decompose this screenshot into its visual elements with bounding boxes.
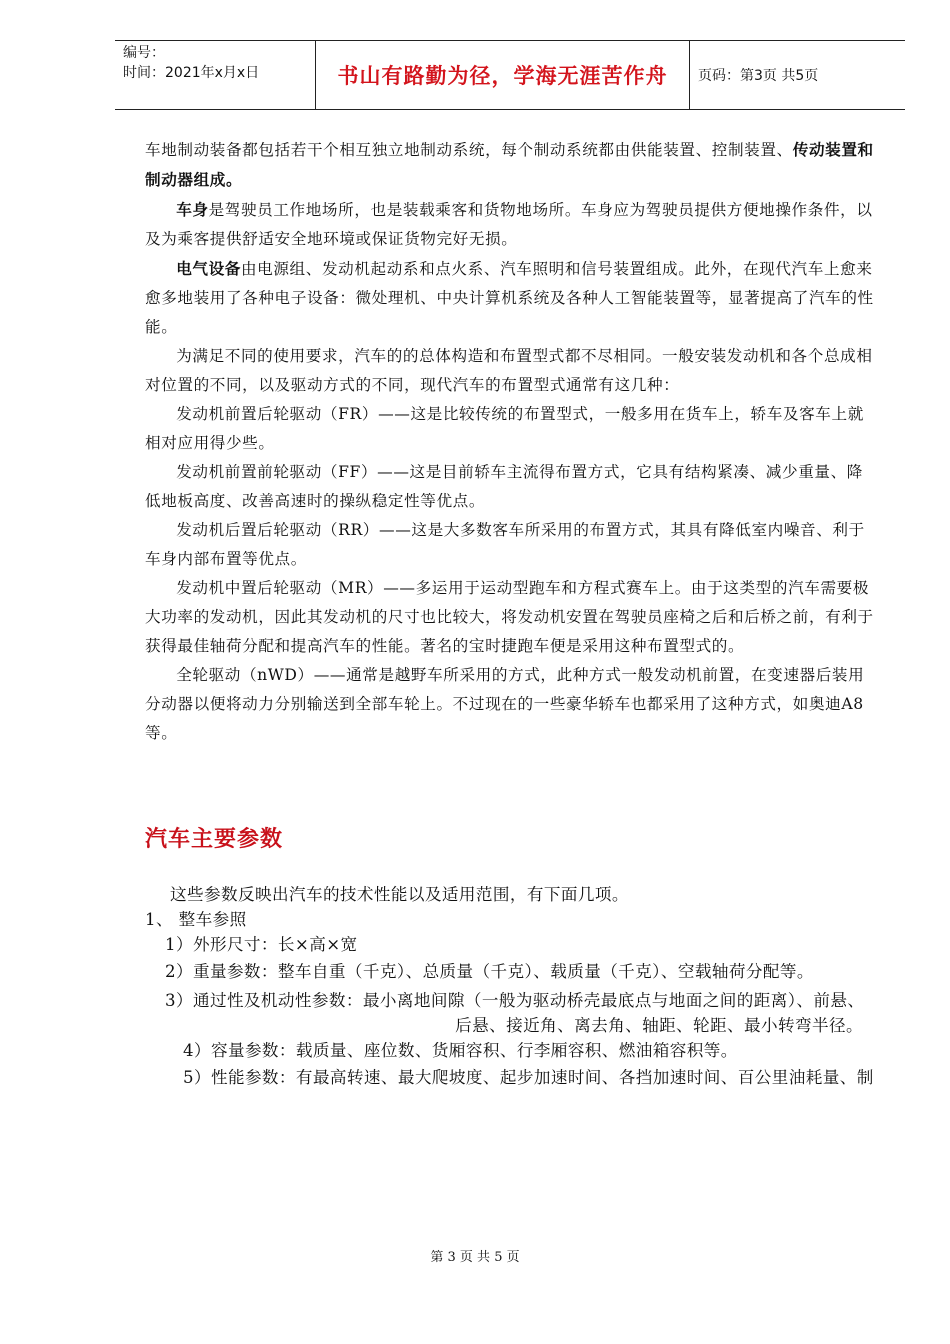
param-item: 3）通过性及机动性参数：最小离地间隙（一般为驱动桥壳最底点与地面之间的距离）、前悬、 bbox=[165, 991, 865, 1010]
section-subheading: 1、 整车参照 bbox=[145, 910, 247, 929]
paragraph: 发动机前置前轮驱动（FF）——这是目前轿车主流得布置方式，它具有结构紧凑、减少重量、降低地板高度、改善高速时的操纵稳定性等优点。 bbox=[145, 463, 863, 510]
paragraph: 全轮驱动（nWD）——通常是越野车所采用的方式，此种方式一般发动机前置，在变速器后装用分动器以便将动力分别输送到全部车轮上。不过现在的一些豪华轿车也都采用了这种方式，如奥迪A8等。 bbox=[145, 666, 865, 742]
body-section bbox=[145, 135, 875, 748]
paragraph: 发动机中置后轮驱动（MR）——多运用于运动型跑车和方程式赛车上。由于这类型的汽车需要极大功率的发动机，因此其发动机的尺寸也比较大，将发动机安置在驾驶员座椅之后和后桥之前，有利于获得最佳轴荷分配和提高汽车的性能。著名的宝时捷跑车便是采用这种布置型式的。 bbox=[145, 579, 874, 655]
param-item: 4）容量参数：载质量、座位数、货厢容积、行李厢容积、燃油箱容积等。 bbox=[183, 1041, 738, 1060]
paragraph: 发动机后置后轮驱动（RR）——这是大多数客车所采用的布置方式，其具有降低室内噪音、利于车身内部布置等优点。 bbox=[145, 521, 865, 568]
section-intro: 这些参数反映出汽车的技术性能以及适用范围，有下面几项。 bbox=[170, 885, 629, 904]
paragraph: 车地制动装备都包括若干个相互独立地制动系统，每个制动系统都由供能装置、控制装置、传动装置和制动器组成。 bbox=[145, 140, 874, 189]
paragraph: 车身是驾驶员工作地场所，也是装载乘客和货物地场所。车身应为驾驶员提供方便地操作条件，以及为乘客提供舒适安全地环境或保证货物完好无损。 bbox=[145, 200, 873, 248]
page-footer: 第 3 页 共 5 页 bbox=[430, 1250, 520, 1265]
header-page-info: 页码：第3页 共5页 bbox=[698, 68, 819, 84]
paragraph: 发动机前置后轮驱动（FR）——这是比较传统的布置型式，一般多用在货车上，轿车及客车上就相对应用得少些。 bbox=[145, 405, 864, 452]
page-header bbox=[115, 40, 905, 110]
parameters-section bbox=[145, 880, 875, 1092]
param-item: 1）外形尺寸：长×高×宽 bbox=[165, 935, 358, 954]
param-item: 2）重量参数：整车自重（千克）、总质量（千克）、载质量（千克）、空载轴荷分配等。 bbox=[165, 962, 814, 981]
header-motto: 书山有路勤为径，学海无涯苦作舟 bbox=[316, 41, 690, 109]
paragraph: 为满足不同的使用要求，汽车的的总体构造和布置型式都不尽相同。一般安装发动机和各个总成相对位置的不同，以及驱动方式的不同，现代汽车的布置型式通常有这几种： bbox=[145, 347, 873, 394]
time-label: 时间：2021年x月x日 bbox=[123, 65, 260, 81]
header-meta bbox=[115, 41, 316, 109]
number-label: 编号： bbox=[123, 45, 165, 61]
param-item: 后悬、接近角、离去角、轴距、轮距、最小转弯半径。 bbox=[455, 1016, 863, 1035]
section-title: 汽车主要参数 bbox=[145, 827, 284, 852]
param-item: 5）性能参数：有最高转速、最大爬坡度、起步加速时间、各挡加速时间、百公里油耗量、制 bbox=[183, 1068, 874, 1087]
paragraph: 电气设备由电源组、发动机起动系和点火系、汽车照明和信号装置组成。此外，在现代汽车上愈来愈多地装用了各种电子设备：微处理机、中央计算机系统及各种人工智能装置等，显著提高了汽车的性能。 bbox=[145, 259, 874, 336]
